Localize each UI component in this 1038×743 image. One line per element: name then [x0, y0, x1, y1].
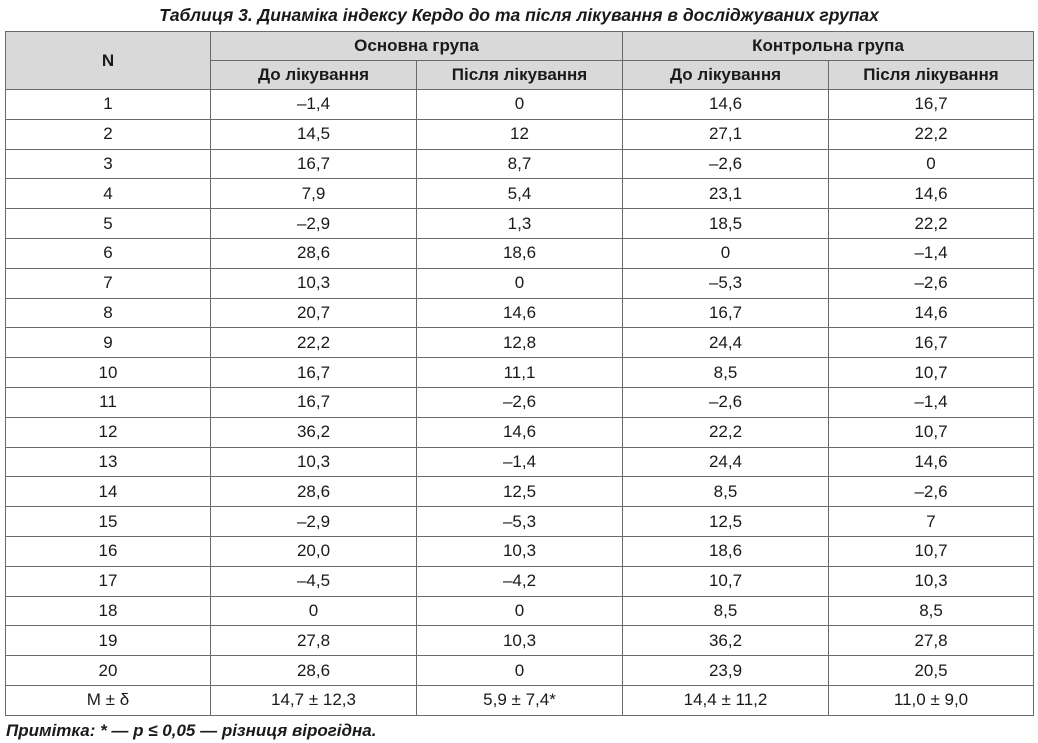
- cell-main-before: 28,6: [211, 238, 417, 268]
- cell-main-before: 28,6: [211, 477, 417, 507]
- cell-n: 14: [6, 477, 211, 507]
- cell-control-after: 14,6: [829, 179, 1034, 209]
- cell-control-after: 14,6: [829, 298, 1034, 328]
- cell-n: 3: [6, 149, 211, 179]
- cell-main-before: 16,7: [211, 387, 417, 417]
- cell-n: 20: [6, 656, 211, 686]
- table-title: Таблиця 3. Динаміка індексу Кердо до та після лікування в досліджуваних групах: [159, 5, 879, 25]
- cell-main-before: 16,7: [211, 358, 417, 388]
- header-main-after: Після лікування: [417, 61, 623, 90]
- table-row: [6, 238, 1034, 268]
- cell-main-after: 12,8: [417, 328, 623, 358]
- cell-control-after: 7: [829, 507, 1034, 537]
- cell-control-after: 14,6: [829, 447, 1034, 477]
- cell-main-after: 5,4: [417, 179, 623, 209]
- cell-n: 17: [6, 566, 211, 596]
- cell-main-after: 0: [417, 90, 623, 120]
- table-header: [6, 32, 1034, 90]
- table-row: [6, 447, 1034, 477]
- cell-main-after: 14,6: [417, 298, 623, 328]
- cell-control-before: 27,1: [623, 119, 829, 149]
- cell-main-after: 18,6: [417, 238, 623, 268]
- cell-control-before: 23,9: [623, 656, 829, 686]
- cell-main-after: –4,2: [417, 566, 623, 596]
- table-row: [6, 328, 1034, 358]
- cell-control-before: 10,7: [623, 566, 829, 596]
- cell-main-before: 16,7: [211, 149, 417, 179]
- cell-main-before: –2,9: [211, 209, 417, 239]
- cell-main-after: 5,9 ± 7,4*: [417, 685, 623, 715]
- cell-main-before: 10,3: [211, 447, 417, 477]
- cell-main-before: 36,2: [211, 417, 417, 447]
- table-row: [6, 656, 1034, 686]
- header-control-after: Після лікування: [829, 61, 1034, 90]
- cell-main-after: 1,3: [417, 209, 623, 239]
- cell-main-after: 0: [417, 656, 623, 686]
- table-row: [6, 358, 1034, 388]
- cell-control-after: 11,0 ± 9,0: [829, 685, 1034, 715]
- cell-control-before: 8,5: [623, 477, 829, 507]
- kerdo-index-table: [5, 31, 1034, 716]
- summary-row: [6, 685, 1034, 715]
- table-row: [6, 298, 1034, 328]
- cell-control-before: 18,6: [623, 536, 829, 566]
- cell-n: 19: [6, 626, 211, 656]
- cell-control-before: 14,4 ± 11,2: [623, 685, 829, 715]
- cell-main-after: 0: [417, 268, 623, 298]
- cell-main-before: 14,5: [211, 119, 417, 149]
- cell-n: 5: [6, 209, 211, 239]
- cell-control-before: 8,5: [623, 358, 829, 388]
- cell-main-before: 28,6: [211, 656, 417, 686]
- cell-control-before: 18,5: [623, 209, 829, 239]
- cell-main-after: 12: [417, 119, 623, 149]
- cell-n: 9: [6, 328, 211, 358]
- cell-control-after: –1,4: [829, 238, 1034, 268]
- table-row: [6, 179, 1034, 209]
- cell-control-after: 10,7: [829, 358, 1034, 388]
- cell-control-before: 12,5: [623, 507, 829, 537]
- table-row: [6, 477, 1034, 507]
- cell-control-after: –2,6: [829, 477, 1034, 507]
- cell-control-before: –2,6: [623, 387, 829, 417]
- table-note: Примітка: * — р ≤ 0,05 — різниця вірогідна.: [6, 721, 377, 740]
- cell-control-after: 22,2: [829, 209, 1034, 239]
- cell-main-before: –1,4: [211, 90, 417, 120]
- header-main-group: Основна група: [211, 32, 623, 61]
- cell-n: 7: [6, 268, 211, 298]
- table-row: [6, 90, 1034, 120]
- table-row: [6, 149, 1034, 179]
- cell-main-after: 12,5: [417, 477, 623, 507]
- cell-control-before: 24,4: [623, 447, 829, 477]
- cell-n: M ± δ: [6, 685, 211, 715]
- cell-n: 18: [6, 596, 211, 626]
- header-control-group: Контрольна група: [623, 32, 1034, 61]
- cell-control-before: 36,2: [623, 626, 829, 656]
- table-row: [6, 566, 1034, 596]
- table-row: [6, 119, 1034, 149]
- cell-control-before: 16,7: [623, 298, 829, 328]
- table-row: [6, 209, 1034, 239]
- cell-n: 8: [6, 298, 211, 328]
- cell-control-after: 10,3: [829, 566, 1034, 596]
- header-row-groups: [6, 32, 1034, 61]
- cell-control-after: 8,5: [829, 596, 1034, 626]
- table-row: [6, 387, 1034, 417]
- cell-control-after: –2,6: [829, 268, 1034, 298]
- cell-main-after: 0: [417, 596, 623, 626]
- cell-main-before: 27,8: [211, 626, 417, 656]
- header-main-before: До лікування: [211, 61, 417, 90]
- cell-n: 10: [6, 358, 211, 388]
- cell-main-after: 10,3: [417, 626, 623, 656]
- cell-n: 13: [6, 447, 211, 477]
- cell-n: 1: [6, 90, 211, 120]
- cell-control-after: 10,7: [829, 417, 1034, 447]
- cell-control-before: –2,6: [623, 149, 829, 179]
- cell-main-after: –2,6: [417, 387, 623, 417]
- cell-main-before: 20,0: [211, 536, 417, 566]
- table-body: [6, 90, 1034, 716]
- header-control-before: До лікування: [623, 61, 829, 90]
- cell-main-after: 8,7: [417, 149, 623, 179]
- cell-main-before: –2,9: [211, 507, 417, 537]
- cell-control-after: 0: [829, 149, 1034, 179]
- table-row: [6, 417, 1034, 447]
- cell-main-before: 7,9: [211, 179, 417, 209]
- cell-control-after: –1,4: [829, 387, 1034, 417]
- cell-control-after: 16,7: [829, 328, 1034, 358]
- cell-main-after: –5,3: [417, 507, 623, 537]
- cell-n: 16: [6, 536, 211, 566]
- cell-n: 6: [6, 238, 211, 268]
- cell-control-before: 22,2: [623, 417, 829, 447]
- cell-main-before: 14,7 ± 12,3: [211, 685, 417, 715]
- cell-n: 11: [6, 387, 211, 417]
- cell-control-before: 0: [623, 238, 829, 268]
- cell-main-before: 0: [211, 596, 417, 626]
- table-row: [6, 507, 1034, 537]
- header-n: N: [6, 32, 211, 90]
- cell-control-after: 22,2: [829, 119, 1034, 149]
- cell-control-after: 16,7: [829, 90, 1034, 120]
- cell-main-before: 20,7: [211, 298, 417, 328]
- table-row: [6, 536, 1034, 566]
- cell-control-before: 23,1: [623, 179, 829, 209]
- cell-main-after: 11,1: [417, 358, 623, 388]
- cell-control-before: 14,6: [623, 90, 829, 120]
- cell-control-after: 27,8: [829, 626, 1034, 656]
- cell-n: 12: [6, 417, 211, 447]
- cell-control-before: –5,3: [623, 268, 829, 298]
- cell-control-after: 10,7: [829, 536, 1034, 566]
- table-row: [6, 626, 1034, 656]
- cell-main-before: –4,5: [211, 566, 417, 596]
- cell-n: 2: [6, 119, 211, 149]
- cell-control-before: 8,5: [623, 596, 829, 626]
- table-row: [6, 268, 1034, 298]
- cell-n: 4: [6, 179, 211, 209]
- cell-main-after: –1,4: [417, 447, 623, 477]
- cell-main-after: 14,6: [417, 417, 623, 447]
- cell-control-before: 24,4: [623, 328, 829, 358]
- cell-n: 15: [6, 507, 211, 537]
- cell-main-before: 22,2: [211, 328, 417, 358]
- cell-control-after: 20,5: [829, 656, 1034, 686]
- cell-main-before: 10,3: [211, 268, 417, 298]
- cell-main-after: 10,3: [417, 536, 623, 566]
- table-row: [6, 596, 1034, 626]
